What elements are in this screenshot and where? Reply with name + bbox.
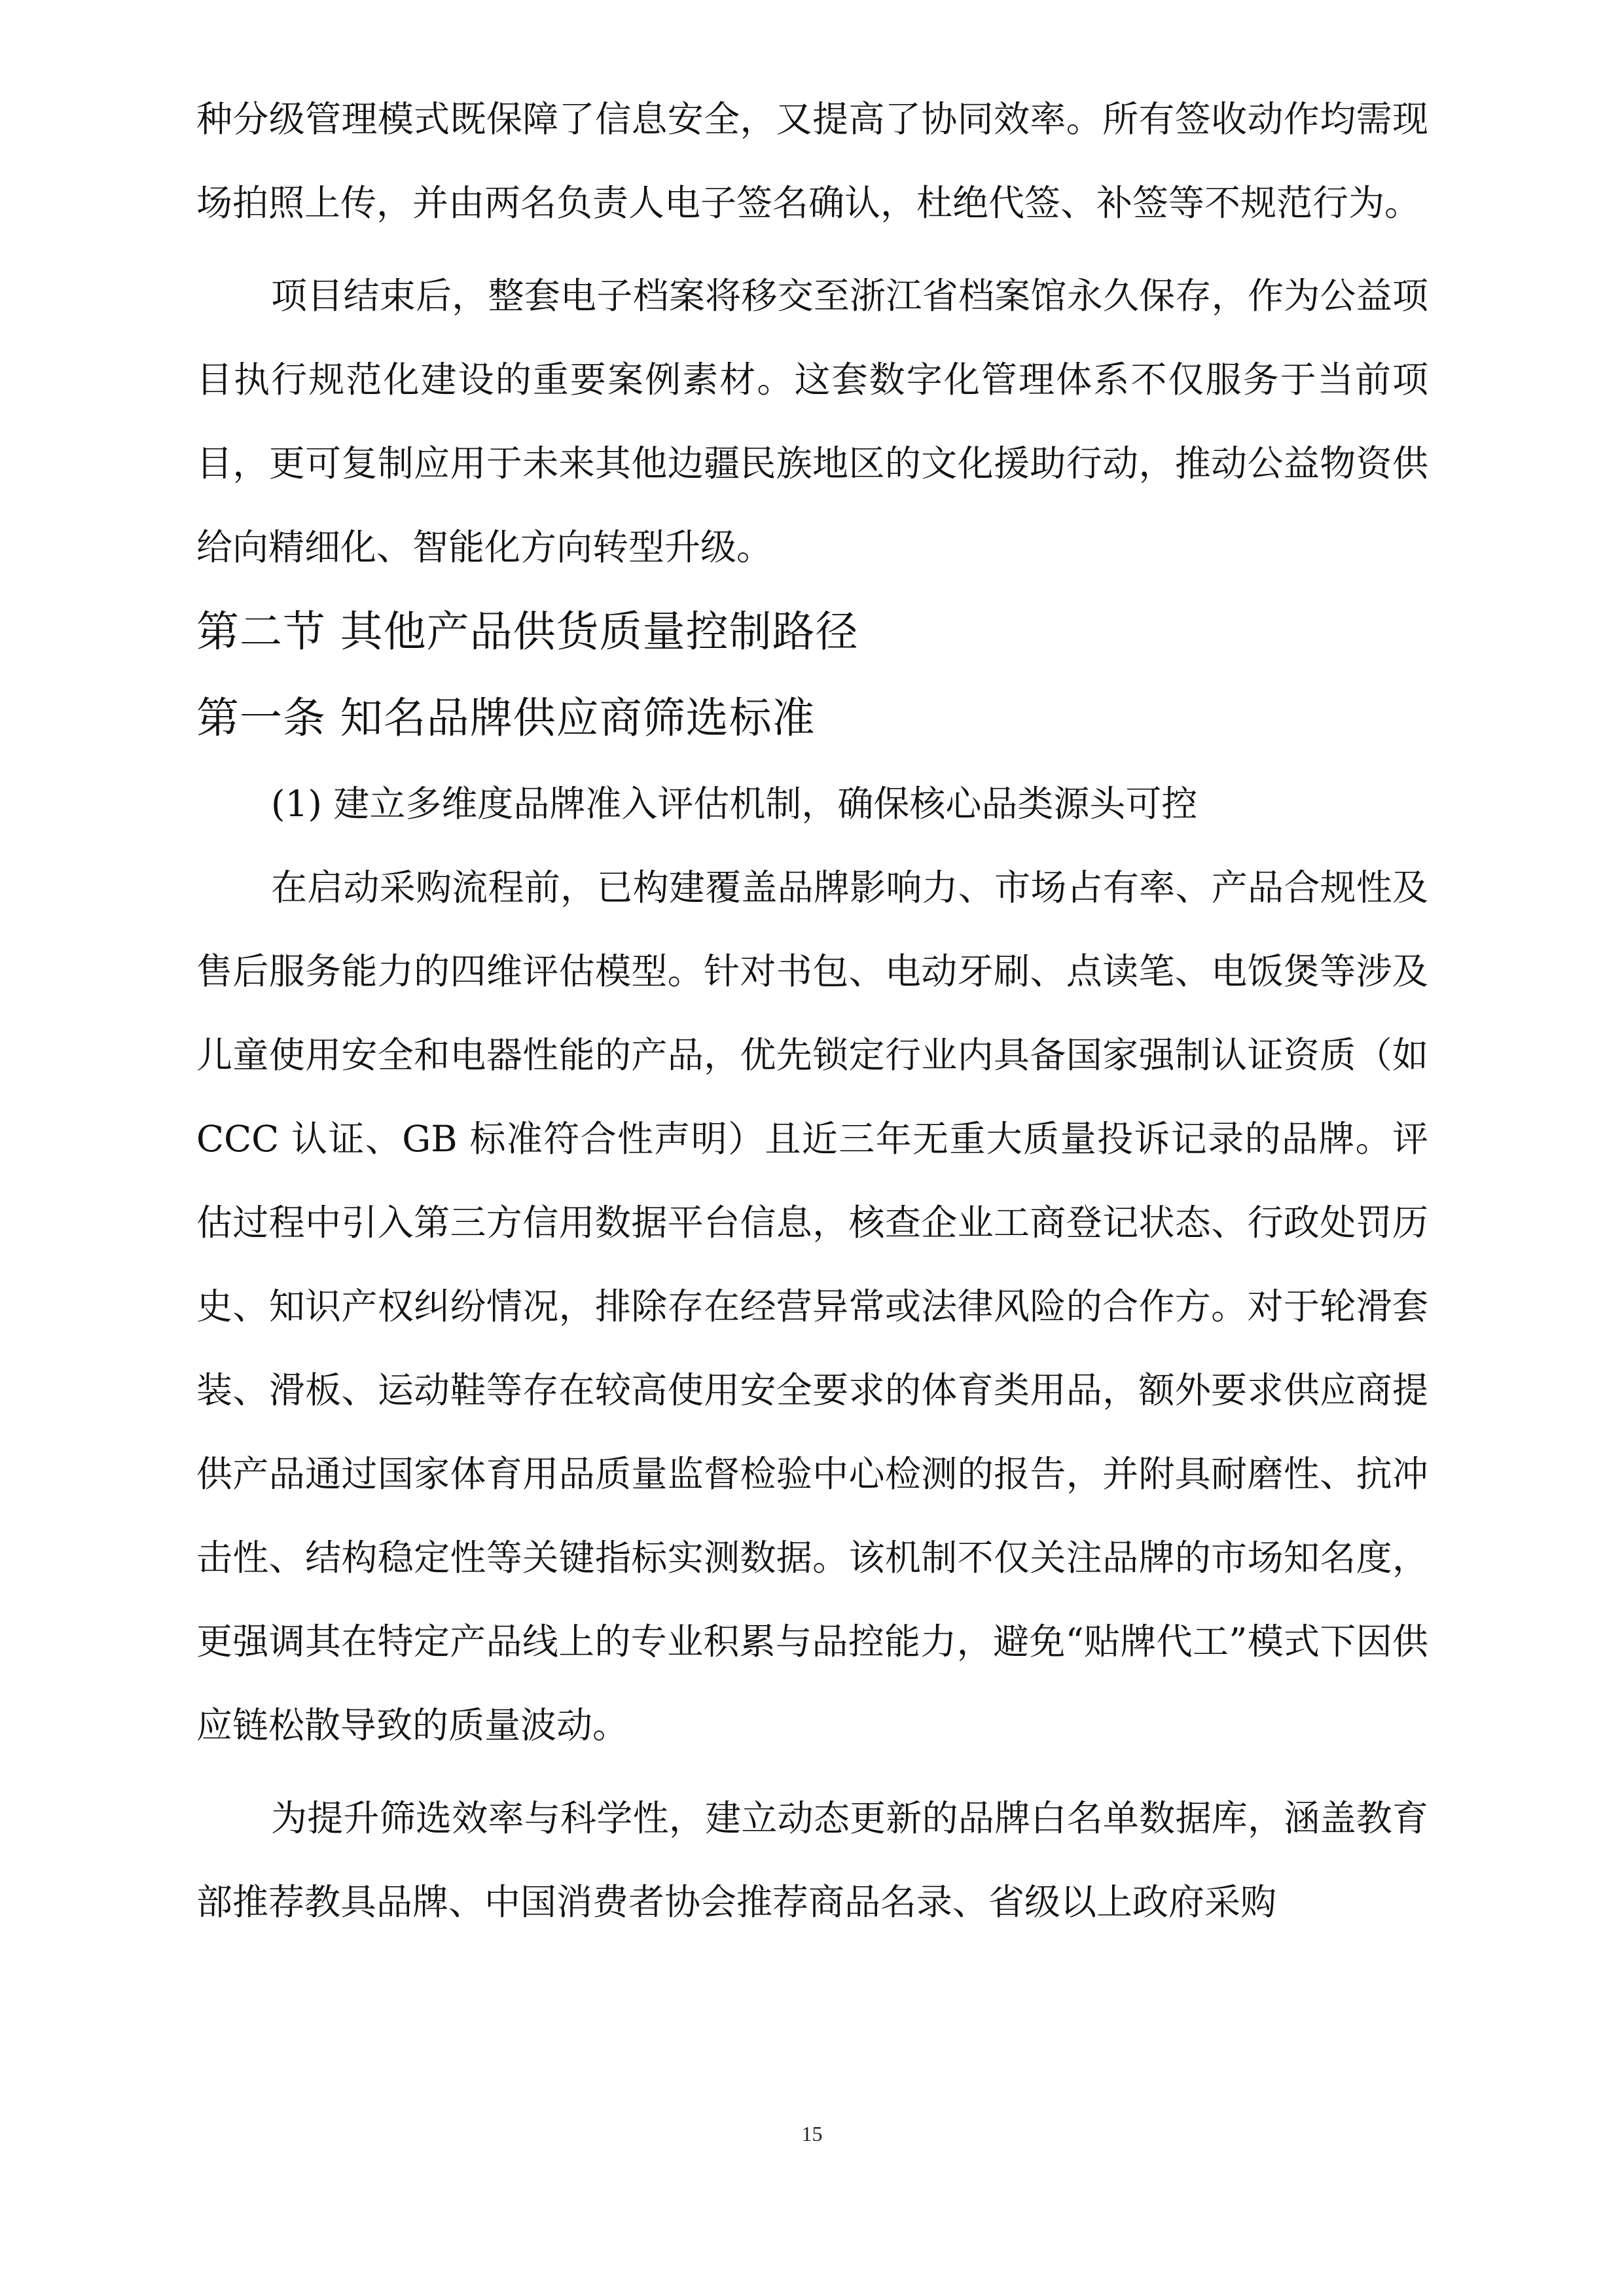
page-number: 15 — [801, 2122, 823, 2145]
section-title: 第二节 其他产品供货质量控制路径 — [196, 607, 859, 656]
page-content — [196, 77, 1428, 1944]
paragraph-archive: 项目结束后，整套电子档案将移交至浙江省档案馆永久保存，作为公益项目执行规范化建设的重要案例素材。这套数字化管理体系不仅服务于当前项目，更可复制应用于未来其他边疆民族地区的文化援助行动，推动公益物资供给向精细化、智能化方向转型升级。 — [196, 275, 1428, 568]
paragraph-gap — [196, 245, 1428, 254]
sub-heading: (1) 建立多维度品牌准入评估机制，确保核心品类源头可控 — [271, 783, 1198, 825]
paragraph-whitelist: 为提升筛选效率与科学性，建立动态更新的品牌白名单数据库，涵盖教育部推荐教具品牌、中国消费者协会推荐商品名录、省级以上政府采购 — [196, 1797, 1428, 1923]
paragraph-continued: 种分级管理模式既保障了信息安全，又提高了协同效率。所有签收动作均需现场拍照上传，并由两名负责人电子签名确认，杜绝代签、补签等不规范行为。 — [196, 98, 1428, 224]
paragraph-evaluation-model: 在启动采购流程前，已构建覆盖品牌影响力、市场占有率、产品合规性及售后服务能力的四维评估模型。针对书包、电动牙刷、点读笔、电饭煲等涉及儿童使用安全和电器性能的产品，优先锁定行业内具备国家强制认证资质（如 CCC 认证、GB 标准符合性声明）且近三年无重大质量投诉记录的品牌。评估过程中引入第三方信用数据平台信息，核查企业工商登记状态、行政处罚历史、知识产权纠纷情况，排除存在经营异常或法律风险的合作方。对于轮滑套装、滑板、运动鞋等存在较高使用安全要求的体育类用品，额外要求供应商提供产品通过国家体育用品质量监督检验中心检测的报告，并附具耐磨性、抗冲击性、结构稳定性等关键指标实测数据。该机制不仅关注品牌的市场知名度，更强调其在特定产品线上的专业积累与品控能力，避免“贴牌代工”模式下因供应链松散导致的质量波动。 — [196, 867, 1428, 1746]
paragraph-gap — [196, 1767, 1428, 1776]
article-title: 第一条 知名品牌供应商筛选标准 — [196, 694, 816, 743]
